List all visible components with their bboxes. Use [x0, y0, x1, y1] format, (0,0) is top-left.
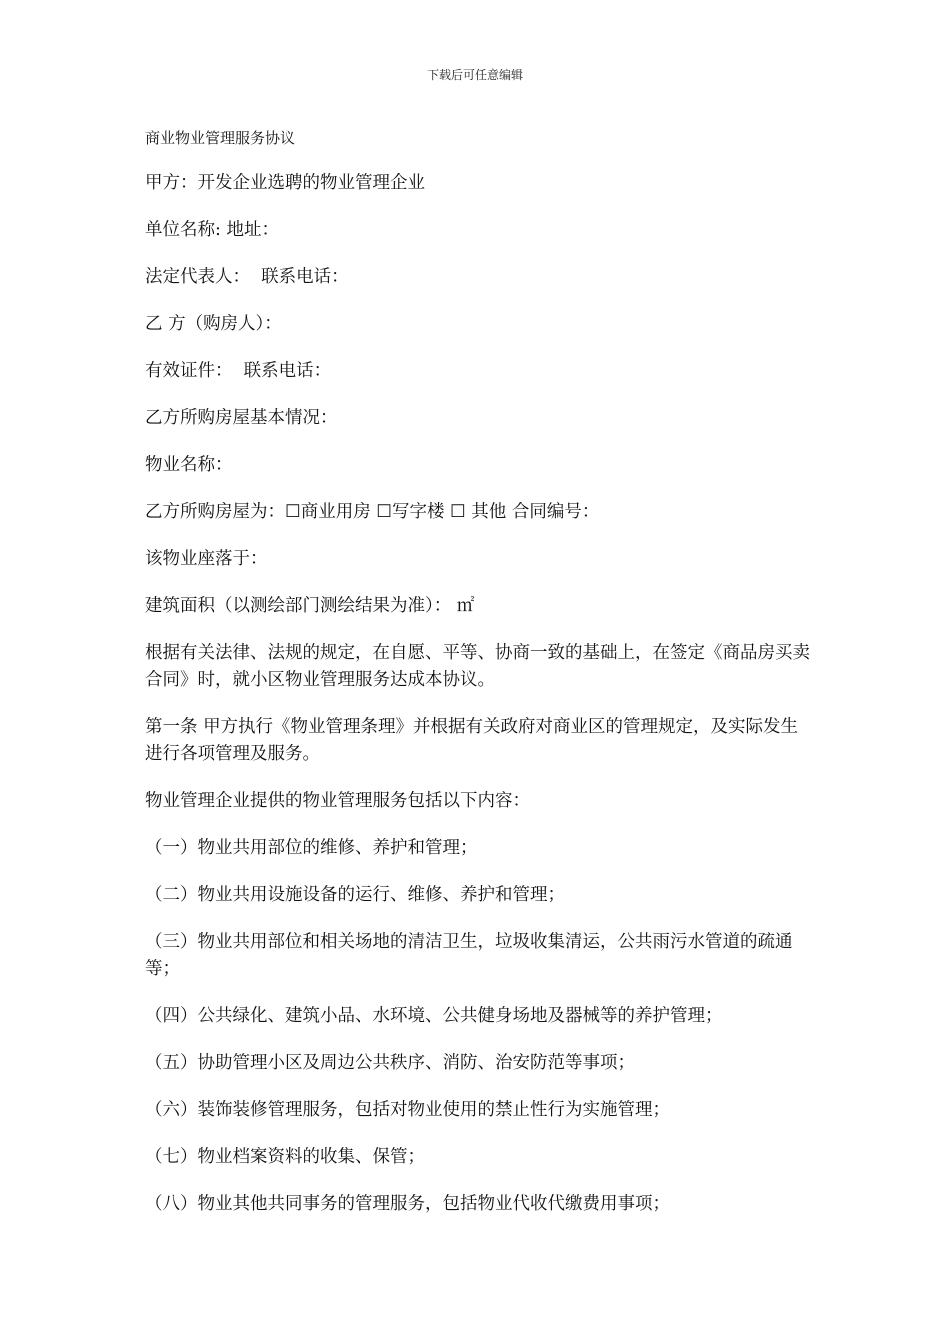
list-item: （四）公共绿化、建筑小品、水环境、公共健身场地及器械等的养护管理；	[145, 1006, 723, 1026]
paragraph-unit-name: 单位名称: 地址：	[145, 220, 279, 240]
list-item: （八）物业其他共同事务的管理服务，包括物业代收代缴费用事项；	[145, 1194, 670, 1214]
list-item: （七）物业档案资料的收集、保管；	[145, 1147, 425, 1167]
paragraph-party-a: 甲方：开发企业选聘的物业管理企业	[145, 173, 425, 193]
paragraph-floor-area: 建筑面积（以测绘部门测绘结果为准）： ㎡	[145, 596, 475, 616]
header-note: 下载后可任意编辑	[426, 68, 523, 82]
document-body	[145, 170, 810, 1238]
list-item: （二）物业共用设施设备的运行、维修、养护和管理；	[145, 885, 565, 905]
paragraph-services-intro: 物业管理企业提供的物业管理服务包括以下内容：	[145, 791, 530, 811]
list-item: （五）协助管理小区及周边公共秩序、消防、治安防范等事项；	[145, 1053, 635, 1073]
paragraph-preamble: 根据有关法律、法规的规定，在自愿、平等、协商一致的基础上，在签定《商品房买卖合同》时，就小区物业管理服务达成本协议。	[145, 643, 810, 690]
paragraph-house-info: 乙方所购房屋基本情况：	[145, 408, 338, 428]
list-item: （一）物业共用部位的维修、养护和管理；	[145, 838, 478, 858]
paragraph-legal-rep: 法定代表人： 联系电话：	[145, 267, 349, 287]
paragraph-house-type: 乙方所购房屋为：☐商业用房 ☐写字楼 ☐ 其他 合同编号：	[145, 502, 600, 522]
paragraph-location: 该物业座落于：	[145, 549, 268, 569]
paragraph-property-name: 物业名称：	[145, 455, 233, 475]
list-item: （六）装饰装修管理服务，包括对物业使用的禁止性行为实施管理；	[145, 1100, 670, 1120]
document-title: 商业物业管理服务协议	[145, 129, 296, 147]
list-item: （三）物业共用部位和相关场地的清洁卫生，垃圾收集清运，公共雨污水管道的疏通等；	[145, 932, 793, 979]
paragraph-party-b: 乙 方（购房人）：	[145, 314, 282, 334]
paragraph-article-1: 第一条 甲方执行《物业管理条理》并根据有关政府对商业区的管理规定，及实际发生进行各项管理及服务。	[145, 717, 799, 764]
paragraph-id-document: 有效证件： 联系电话：	[145, 361, 332, 381]
